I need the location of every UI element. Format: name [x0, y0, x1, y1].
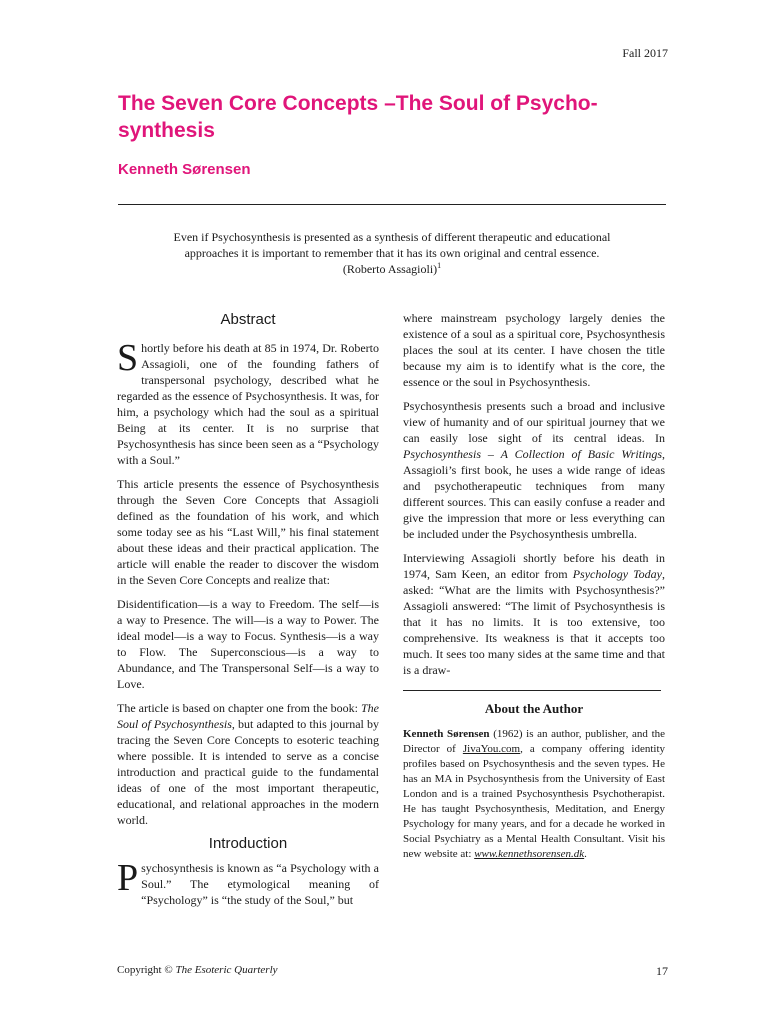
introduction-heading: Introduction	[208, 835, 288, 852]
right-paragraph-1: where mainstream psychology largely denies the existence of a soul as a spiritual core, Psychosynthesis places the soul at its center. I have chosen the title because my aim is to identify what is the core, the essence or the soul in Psychosynthesis.	[403, 311, 665, 389]
abstract-dropcap: S	[117, 337, 139, 379]
bio-text-2: , a company offering identity profiles based on Psychosynthesis and the seven types. He has an MA in Psychosynthesis from the University of East London and is a trained Psychosynthesis Psychotherapist. He has taught Psychosynthesis, Meditation, and Energy Psychology for many years, and for a decade he worked in Social Psychiatry as a Mental Health Consultant. Visit his new website at:	[403, 743, 665, 860]
issue-season: Fall 2017	[622, 46, 668, 60]
epigraph-attribution	[118, 261, 666, 277]
bio-text-3: .	[584, 848, 587, 860]
right-paragraph-2	[403, 398, 665, 542]
copyright-text: Copyright ©	[117, 964, 176, 976]
abstract-heading: Abstract	[220, 311, 276, 328]
epigraph-line-2: approaches it is important to remember that it has its own original and central essence.	[184, 246, 600, 260]
introduction-p1-text: sychosynthesis is known as “a Psychology with a Soul.” The etymological meaning of “Psychology” is “the study of the Soul,” but	[141, 861, 379, 907]
abstract-p4-pre: The article is based on chapter one from the book:	[117, 701, 361, 715]
footnote-mark[interactable]: 1	[437, 261, 442, 270]
article-title: The Seven Core Concepts –The Soul of Psycho-synthesis	[118, 92, 598, 142]
abstract-paragraph-3: Disidentification—is a way to Freedom. The self—is a way to Presence. The will—is a way to Power. The ideal model—is a way to Focus. Synthesis—is a way to Flow. The Superconscious—is a way to Abundance, and The Transpersonal Self—is a way to Love.	[117, 597, 379, 691]
epigraph-attribution-text: (Roberto Assagioli)	[342, 262, 438, 276]
abstract-paragraph-1	[117, 337, 379, 468]
website-link[interactable]: www.kennethsorensen.dk	[474, 848, 585, 860]
abstract-paragraph-4	[117, 700, 379, 828]
right-column	[403, 310, 665, 870]
jivayou-link[interactable]: JivaYou.com	[462, 743, 521, 755]
journal-name: The Esoteric Quarterly	[175, 964, 278, 976]
right-p3-post: , asked: “What are the limits with Psychosynthesis?” Assagioli answered: “The limit of Psychosynthesis is that it has no limits. It is too extensive, too comprehensive. Its weakness is that it accepts too much. It sees too many sides at the same time and that is a draw-	[403, 567, 665, 677]
about-heading: About the Author	[484, 701, 584, 716]
right-p3-pre: Interviewing Assagioli shortly before his death in 1974, Sam Keen, an editor from	[403, 551, 665, 581]
epigraph-line-1: Even if Psychosynthesis is presented as a synthesis of different therapeutic and educational	[173, 230, 611, 244]
bio-author-name: Kenneth Sørensen	[403, 728, 490, 740]
book-title: The Soul of Psychosynthesis	[117, 701, 379, 731]
abstract-p1-text: hortly before his death at 85 in 1974, Dr. Roberto Assagioli, one of the founding fathers of transpersonal psychology, described what he regarded as the essence of Psychosynthesis. It was, for him, a psychology which had the soul as a spiritual Being at its center. It is no surprise that Psychosynthesis has since been seen as a “Psychology with a Soul.”	[117, 341, 379, 467]
footer-copyright	[117, 964, 278, 976]
article-author: Kenneth Sørensen	[118, 161, 251, 178]
introduction-paragraph-1	[117, 857, 379, 908]
introduction-dropcap: P	[117, 857, 139, 899]
about-divider	[403, 690, 661, 691]
abstract-paragraph-2: This article presents the essence of Psychosynthesis through the Seven Core Concepts that Assagioli defined as the foundation of his work, and which some today see as his “Last Will,” his final statement about these ideas and their practical application. The article will enable the reader to discover the wisdom in the Seven Core Concepts and realize that:	[117, 477, 379, 587]
right-paragraph-3	[403, 550, 665, 678]
right-p2-pre: Psychosynthesis presents such a broad and inclusive view of humanity and of our spiritual journey that we can easily lose sight of its central ideas. In	[403, 399, 665, 445]
bio-text-1: (1962) is an author, publisher, and the Director of	[403, 728, 666, 755]
magazine-title: Psychology Today	[572, 567, 662, 581]
author-bio	[403, 727, 665, 862]
page-number: 17	[656, 964, 668, 978]
collection-book-title: Psychosynthesis – A Collection of Basic Writings	[403, 447, 662, 461]
abstract-p4-post: , but adapted to this journal by tracing the Seven Core Concepts to esoteric teaching where possible. It is intended to serve as a concise introduction and practical guide to the fundamental ideas of one of the most important therapeutic, educational, and relational approaches in the modern world.	[117, 717, 380, 827]
left-column	[117, 310, 379, 916]
epigraph	[118, 229, 666, 277]
header-divider	[118, 204, 666, 205]
right-p2-post: , Assagioli’s first book, he uses a wide range of ideas and psychotherapeutic techniques from many different sources. This can easily confuse a reader and give the impression that more or less everything can be included under the Psychosynthesis umbrella.	[403, 447, 665, 541]
